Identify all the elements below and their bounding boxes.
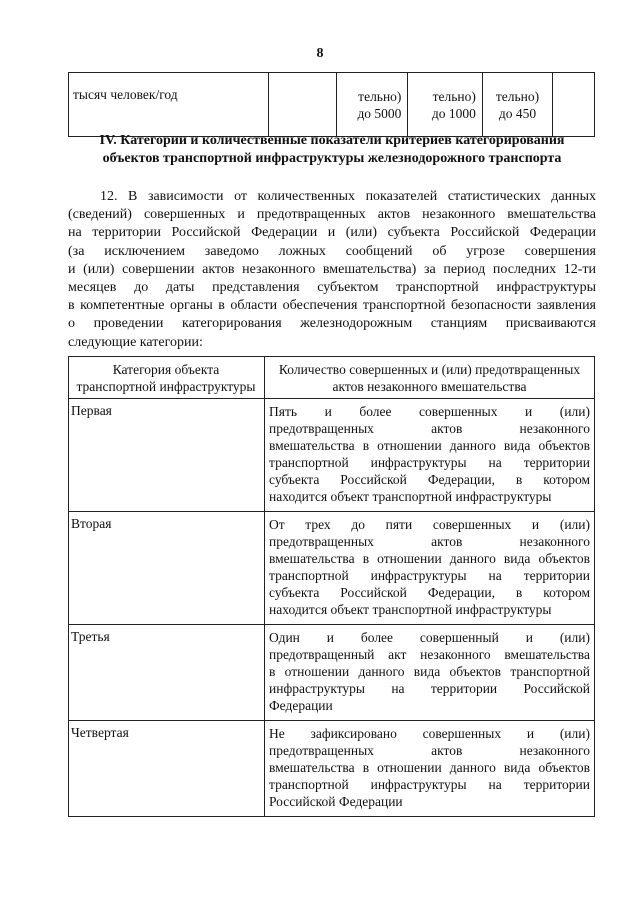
description-line: транспортной инфраструктуры на территории	[269, 455, 590, 470]
description-line: Федерации	[269, 698, 333, 713]
table-row	[69, 625, 595, 721]
value-cell-line: до 5000	[357, 105, 402, 121]
description-line: транспортной инфраструктуры на территории	[269, 568, 590, 583]
continuation-table	[68, 72, 595, 137]
section-title-line: IV. Категории и количественные показатели критериев категорирования	[99, 133, 565, 148]
empty-cell	[553, 73, 595, 137]
section-title-line: объектов транспортной инфраструктуры железнодорожного транспорта	[102, 151, 562, 166]
category-name: Вторая	[69, 512, 265, 625]
paragraph-12	[68, 188, 596, 352]
category-description	[265, 721, 595, 817]
description-line: предотвращенных актов незаконного	[269, 534, 590, 549]
paragraph-line: в компетентные органы в области обеспечения транспортной безопасности заявления	[68, 298, 596, 314]
table-row	[69, 399, 595, 512]
description-line: в отношении данного вида объектов транспортной	[269, 664, 590, 679]
category-name: Третья	[69, 625, 265, 721]
description-line: От трех до пяти совершенных и (или)	[269, 517, 590, 532]
description-line: вмешательства в отношении данного вида объектов	[269, 551, 590, 566]
empty-cell	[268, 73, 336, 137]
description-line: Не зафиксировано совершенных и (или)	[269, 726, 590, 741]
description-line: субъекта Российской Федерации, в котором	[269, 585, 590, 600]
paragraph-line: следующие категории:	[68, 334, 203, 350]
value-cell-line: до 450	[498, 105, 537, 121]
header-category	[69, 357, 265, 399]
table-row	[69, 721, 595, 817]
paragraph-line: (за исключением заведомо ложных сообщений об угрозе совершения	[68, 243, 596, 259]
row-label: тысяч человек/год	[69, 73, 269, 137]
description-line: находится объект транспортной инфраструктуры	[269, 602, 552, 617]
paragraph-line: (сведений) совершенных и предотвращенных актов незаконного вмешательства	[68, 207, 596, 223]
table-row	[69, 512, 595, 625]
value-cell	[482, 73, 552, 137]
category-description	[265, 512, 595, 625]
value-cell-line: тельно)	[358, 88, 402, 104]
table-row	[69, 73, 595, 137]
header-line: транспортной инфраструктуры	[76, 379, 256, 394]
value-cell-line: тельно)	[495, 88, 540, 104]
header-line: Категория объекта	[112, 362, 220, 377]
category-name: Первая	[69, 399, 265, 512]
description-line: предотвращенных актов незаконного	[269, 421, 590, 436]
description-line: находится объект транспортной инфраструктуры	[269, 489, 552, 504]
description-line: предотвращенных актов незаконного	[269, 743, 590, 758]
header-line: актов незаконного вмешательства	[332, 379, 527, 394]
value-cell	[337, 73, 408, 137]
category-name: Четвертая	[69, 721, 265, 817]
paragraph-line: и (или) совершении актов незаконного вмешательства) за период последних 12-ти	[68, 261, 596, 277]
value-cell-line: до 1000	[431, 105, 476, 121]
header-line: Количество совершенных и (или) предотвращенных	[278, 362, 581, 377]
value-cell	[408, 73, 482, 137]
paragraph-line: месяцев до даты представления субъектом транспортной инфраструктуры	[68, 279, 596, 295]
value-cell-line: тельно)	[432, 88, 476, 104]
description-line: Пять и более совершенных и (или)	[269, 404, 590, 419]
section-title	[68, 132, 596, 168]
description-line: предотвращенный акт незаконного вмешательства	[269, 647, 590, 662]
category-description	[265, 399, 595, 512]
description-line: вмешательства в отношении данного вида объектов	[269, 760, 590, 775]
categories-table	[68, 356, 595, 817]
header-count	[265, 357, 595, 399]
description-line: Российской Федерации	[269, 794, 403, 809]
category-description	[265, 625, 595, 721]
description-line: транспортной инфраструктуры на территории	[269, 777, 590, 792]
table-header-row	[69, 357, 595, 399]
paragraph-line: 12. В зависимости от количественных показателей статистических данных	[100, 189, 596, 204]
description-line: вмешательства в отношении данного вида объектов	[269, 438, 590, 453]
description-line: субъекта Российской Федерации, в котором	[269, 472, 590, 487]
description-line: Один и более совершенный и (или)	[269, 630, 590, 645]
description-line: инфраструктуры на территории Российской	[269, 681, 590, 696]
paragraph-line: о проведении категорирования железнодорожным станциям присваиваются	[68, 316, 596, 332]
page-number: 8	[316, 46, 324, 61]
paragraph-line: на территории Российской Федерации и (или) субъекта Российской Федерации	[68, 225, 596, 241]
